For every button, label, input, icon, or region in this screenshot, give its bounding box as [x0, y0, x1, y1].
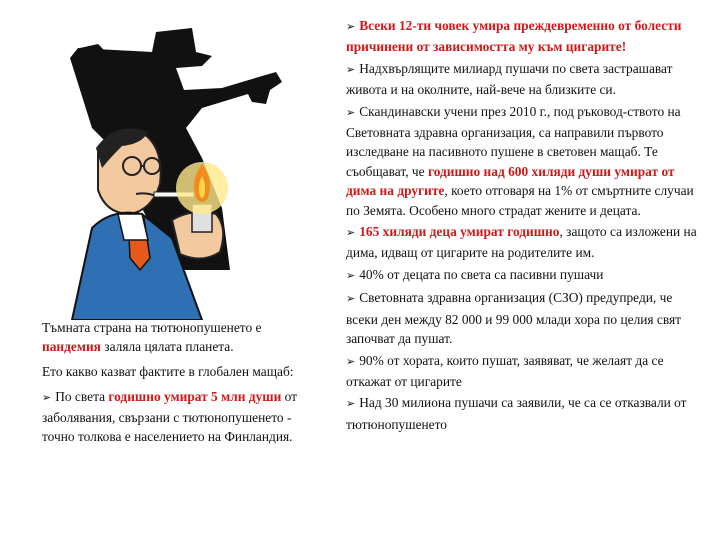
deaths-highlight: годишно умират 5 млн души	[108, 389, 282, 404]
smoker-man	[72, 128, 228, 320]
arrow-bullet-icon: ➢	[346, 227, 356, 240]
smoker-with-gun-shadow-illustration	[52, 8, 302, 320]
fact-item: ➢ Надхвърлящите милиард пушачи по света застрашават живота и на околните, най-вече на близките си.	[346, 60, 673, 98]
left-text-block	[42, 318, 314, 452]
fact-item: ➢ 165 хиляди деца умират годишно, защото са изложени на дима, идващ от цигарите на родителите им.	[346, 224, 697, 261]
arrow-bullet-icon: ➢	[346, 106, 356, 119]
arrow-bullet-icon: ➢	[42, 392, 52, 404]
arrow-bullet-icon: ➢	[346, 269, 356, 282]
arrow-bullet-icon: ➢	[346, 293, 356, 306]
intro-paragraph: Тъмната страна на тютюнопушенето е пандемия заляла цялата планета.	[42, 320, 262, 354]
arrow-bullet-icon: ➢	[346, 63, 356, 76]
fact-item: ➢ Световната здравна организация (СЗО) предупреди, че всеки ден между 82 000 и 99 000 млади хора по целия свят започват да пушат.	[346, 290, 682, 347]
arrow-bullet-icon: ➢	[346, 355, 356, 368]
fact-item: ➢ Над 30 милиона пушачи са заявили, че са се отказвали от тютюнопушенето	[346, 395, 687, 432]
fact-item: ➢ Всеки 12-ти човек умира преждевременно от болести причинени от зависимостта му към цигарите!	[346, 18, 682, 55]
fact-item: ➢ 90% от хората, които пушат, заявяват, че желаят да се откажат от цигарите	[346, 352, 664, 389]
facts-intro-paragraph: Ето какво казват фактите в глобален мащаб:	[42, 364, 294, 379]
pandemic-highlight: пандемия	[42, 339, 101, 354]
fact-item: ➢ 40% от децата по света са пасивни пушачи	[346, 266, 604, 282]
arrow-bullet-icon: ➢	[346, 398, 356, 411]
arrow-bullet-icon: ➢	[346, 21, 356, 33]
fact-item: ➢ Скандинавски учени през 2010 г., под ръковод-ството на Световната здравна организация, са направили първото изследване на пасивното пушене в световен мащаб. Те съобщават, че годишно над 600 хиляди души умират от дима на другите, което отговаря на 1% от смъртните случаи по Земята. Особено много страдат жените и децата.	[346, 103, 694, 218]
deaths-paragraph: ➢ По света годишно умират 5 млн души от заболявания, свързани с тютюнопушенето - точно толкова е населението на Финландия.	[42, 389, 298, 444]
right-text-block	[346, 16, 706, 436]
